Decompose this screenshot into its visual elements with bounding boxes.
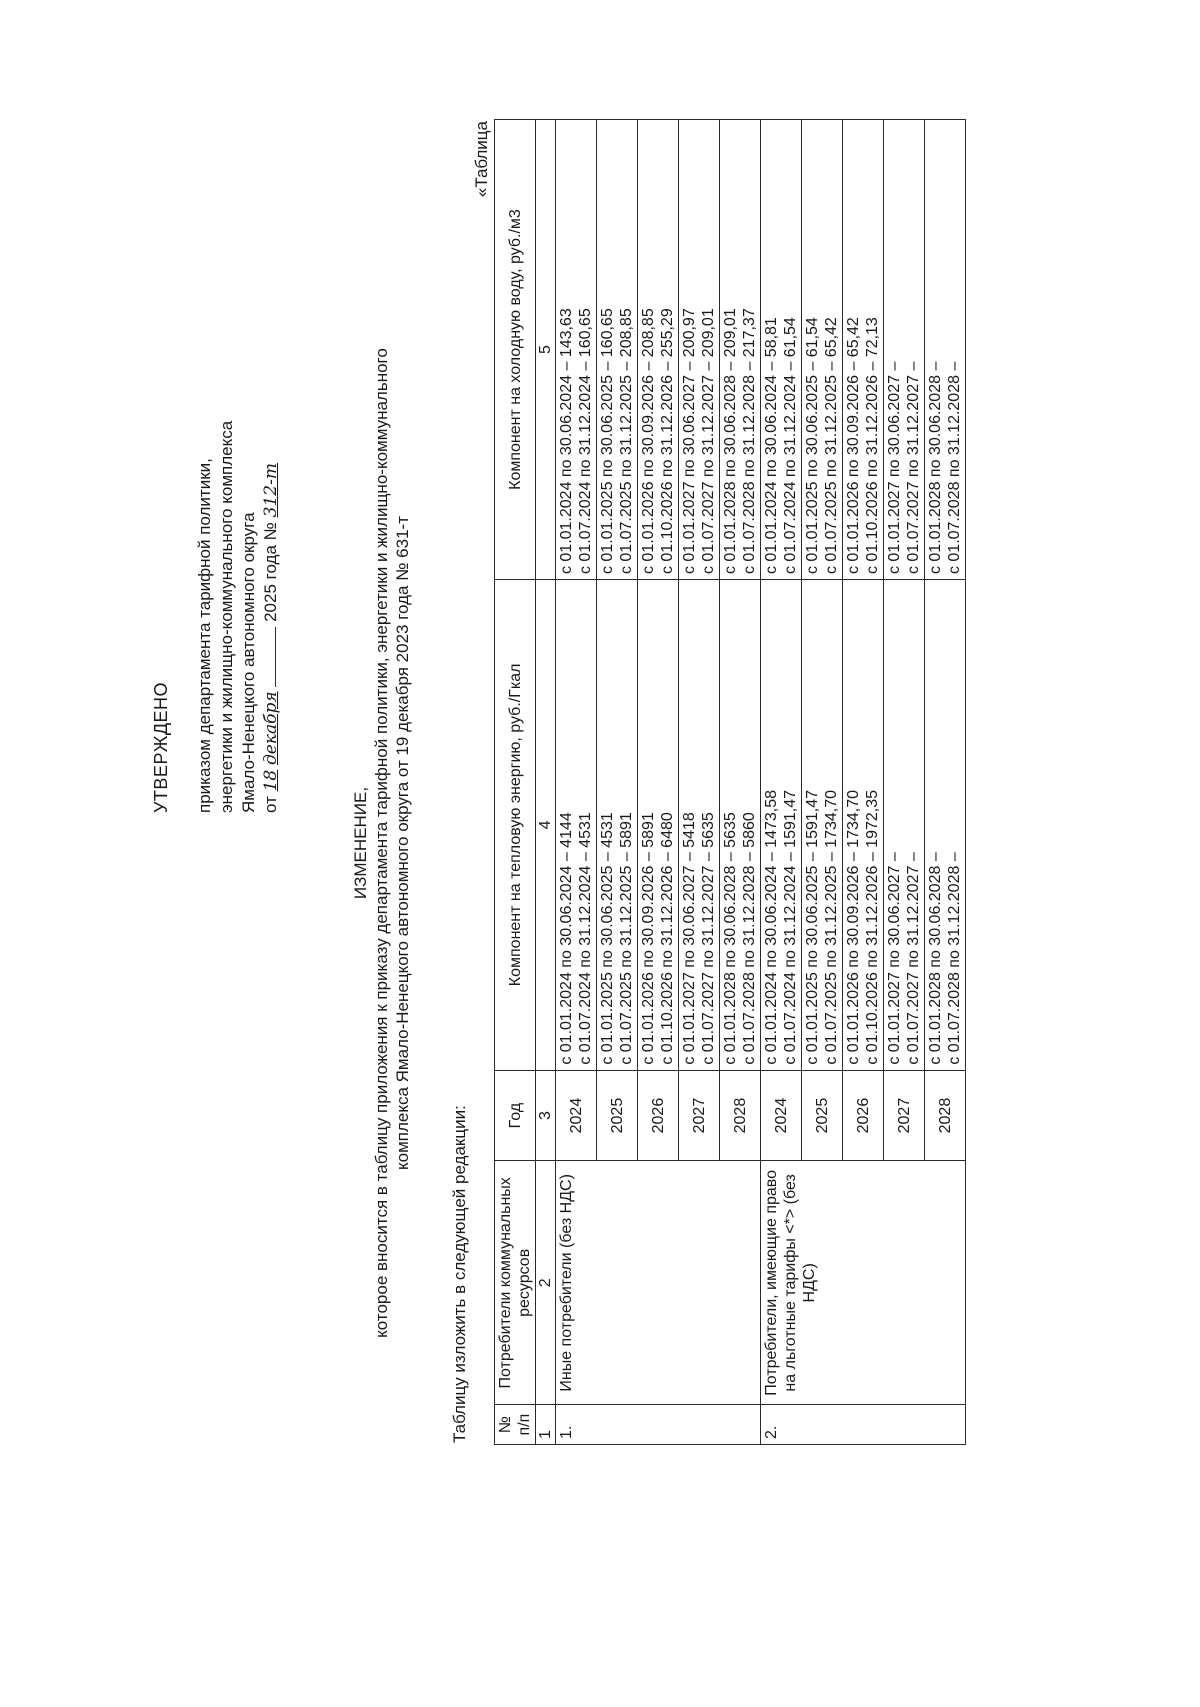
column-number: 1	[536, 1405, 556, 1445]
table-reference: «Таблица	[472, 121, 491, 198]
water-period: с 01.01.2024 по 30.06.2024 – 58,81	[763, 317, 780, 575]
water-period: с 01.07.2025 по 31.12.2025 – 65,42	[823, 317, 840, 575]
heat-period: с 01.01.2028 по 30.06.2028 – 5635	[722, 812, 739, 1065]
heat-cell	[802, 580, 843, 1071]
water-period: с 01.01.2028 по 30.06.2028 –	[927, 361, 944, 575]
heat-cell	[884, 580, 925, 1071]
approval-number: 312-т	[261, 463, 281, 518]
header-consumer: Потребители коммунальных ресурсов	[495, 1161, 536, 1405]
header-water: Компонент на холодную воду, руб./м3	[495, 120, 536, 580]
water-cell	[720, 120, 761, 580]
approval-line-3: Ямало-Ненецкого автономного округа	[239, 512, 258, 813]
approval-title: УТВЕРЖДЕНО	[151, 681, 171, 813]
approval-block	[150, 93, 282, 813]
heat-period: с 01.01.2027 по 30.06.2027 – 5418	[681, 812, 698, 1065]
column-number: 4	[536, 580, 556, 1071]
water-period: с 01.01.2027 по 30.06.2027 –	[886, 361, 903, 575]
heat-period: с 01.07.2025 по 31.12.2025 – 5891	[618, 812, 635, 1065]
heat-period: с 01.07.2028 по 31.12.2028 –	[946, 852, 963, 1065]
heat-period: с 01.01.2024 по 30.06.2024 – 1473,58	[763, 789, 780, 1065]
approval-date-line	[260, 93, 282, 813]
year-cell: 2027	[884, 1070, 925, 1161]
heat-period: с 01.01.2026 по 30.09.2026 – 5891	[640, 812, 657, 1065]
year-cell: 2025	[597, 1070, 638, 1161]
column-number-row	[536, 120, 556, 1445]
water-cell	[597, 120, 638, 580]
year-cell: 2024	[556, 1070, 597, 1161]
heat-cell	[556, 580, 597, 1071]
water-cell	[556, 120, 597, 580]
water-cell	[679, 120, 720, 580]
water-cell	[884, 120, 925, 580]
year-cell: 2028	[720, 1070, 761, 1161]
water-cell	[925, 120, 966, 580]
tariff-table	[494, 119, 966, 1445]
heat-period: с 01.01.2027 по 30.06.2027 –	[886, 852, 903, 1065]
water-period: с 01.01.2028 по 30.06.2028 – 209,01	[722, 308, 739, 575]
heading-title: ИЗМЕНЕНИЕ,	[351, 786, 370, 900]
water-period: с 01.01.2027 по 30.06.2027 – 200,97	[681, 308, 698, 575]
water-period: с 01.01.2026 по 30.09.2026 – 208,85	[640, 308, 657, 575]
water-period: с 01.07.2025 по 31.12.2025 – 208,85	[618, 308, 635, 575]
heat-period: с 01.01.2024 по 30.06.2024 – 4144	[558, 812, 575, 1065]
table-row	[556, 120, 597, 1445]
heat-period: с 01.01.2026 по 30.09.2026 – 1734,70	[845, 789, 862, 1065]
water-period: с 01.07.2027 по 31.12.2027 – 209,01	[700, 308, 717, 575]
water-period: с 01.07.2024 по 31.12.2024 – 61,54	[782, 317, 799, 575]
heat-period: с 01.07.2025 по 31.12.2025 – 1734,70	[823, 789, 840, 1065]
rotated-document-page	[20, 33, 1180, 1673]
column-number: 5	[536, 120, 556, 580]
year-cell: 2026	[638, 1070, 679, 1161]
heat-cell	[720, 580, 761, 1071]
header-year: Год	[495, 1070, 536, 1161]
year-cell: 2028	[925, 1070, 966, 1161]
heat-period: с 01.10.2026 по 31.12.2026 – 1972,35	[864, 789, 881, 1065]
heat-period: с 01.07.2024 по 31.12.2024 – 1591,47	[782, 789, 799, 1065]
heat-cell	[638, 580, 679, 1071]
water-period: с 01.01.2025 по 30.06.2025 – 61,54	[804, 317, 821, 575]
approval-line-1: приказом департамента тарифной политики,	[195, 458, 214, 813]
intro-text: Таблицу изложить в следующей редакции:	[450, 1105, 469, 1443]
heat-cell	[925, 580, 966, 1071]
water-cell	[761, 120, 802, 580]
approval-line-2: энергетики и жилищно-коммунального комплекса	[217, 420, 236, 813]
water-period: с 01.07.2027 по 31.12.2027 –	[905, 361, 922, 575]
heat-cell	[679, 580, 720, 1071]
category-number: 2.	[761, 1405, 966, 1445]
heat-period: с 01.01.2028 по 30.06.2028 –	[927, 852, 944, 1065]
heat-period: с 01.07.2028 по 31.12.2028 – 5860	[741, 812, 758, 1065]
year-cell: 2027	[679, 1070, 720, 1161]
category-name: Иные потребители (без НДС)	[556, 1161, 761, 1405]
water-period: с 01.07.2028 по 31.12.2028 –	[946, 361, 963, 575]
water-period: с 01.01.2026 по 30.09.2026 – 65,42	[845, 317, 862, 575]
table-header-row	[495, 120, 536, 1445]
column-number: 3	[536, 1070, 556, 1161]
approval-from-prefix: от	[261, 796, 280, 813]
water-period: с 01.07.2024 по 31.12.2024 – 160,65	[577, 308, 594, 575]
approval-day: 18	[261, 769, 281, 792]
year-cell: 2026	[843, 1070, 884, 1161]
water-period: с 01.01.2025 по 30.06.2025 – 160,65	[599, 308, 616, 575]
heat-period: с 01.10.2026 по 31.12.2026 – 6480	[659, 812, 676, 1065]
water-period: с 01.01.2024 по 30.06.2024 – 143,63	[558, 308, 575, 575]
heat-period: с 01.07.2027 по 31.12.2027 –	[905, 852, 922, 1065]
header-num: № п/п	[495, 1405, 536, 1445]
heat-period: с 01.01.2025 по 30.06.2025 – 4531	[599, 812, 616, 1065]
water-period: с 01.10.2026 по 31.12.2026 – 255,29	[659, 308, 676, 575]
year-cell: 2025	[802, 1070, 843, 1161]
water-cell	[843, 120, 884, 580]
header-heat: Компонент на тепловую энергию, руб./Гкал	[495, 580, 536, 1071]
water-cell	[638, 120, 679, 580]
water-cell	[802, 120, 843, 580]
document-page	[20, 33, 1180, 1673]
column-number: 2	[536, 1161, 556, 1405]
approval-blank-line	[275, 627, 276, 687]
document-heading	[350, 243, 413, 1443]
heat-period: с 01.01.2025 по 30.06.2025 – 1591,47	[804, 789, 821, 1065]
heat-period: с 01.07.2027 по 31.12.2027 – 5635	[700, 812, 717, 1065]
heat-cell	[597, 580, 638, 1071]
heading-line-1: которое вносится в таблицу приложения к приказу департамента тарифной политики, энергетики и жилищно-коммунального	[372, 348, 391, 1338]
category-number: 1.	[556, 1405, 761, 1445]
water-period: с 01.10.2026 по 31.12.2026 – 72,13	[864, 317, 881, 575]
heat-cell	[761, 580, 802, 1071]
heat-period: с 01.07.2024 по 31.12.2024 – 4531	[577, 812, 594, 1065]
table-row	[761, 120, 802, 1445]
heat-cell	[843, 580, 884, 1071]
approval-month: декабря	[261, 691, 281, 766]
approval-year-text: 2025 года №	[261, 522, 280, 622]
category-name: Потребители, имеющие право на льготные тарифы <*> (без НДС)	[761, 1161, 966, 1405]
year-cell: 2024	[761, 1070, 802, 1161]
heading-line-2: комплекса Ямало-Ненецкого автономного округа от 19 декабря 2023 года № 631-т	[393, 516, 412, 1171]
water-period: с 01.07.2028 по 31.12.2028 – 217,37	[741, 308, 758, 575]
